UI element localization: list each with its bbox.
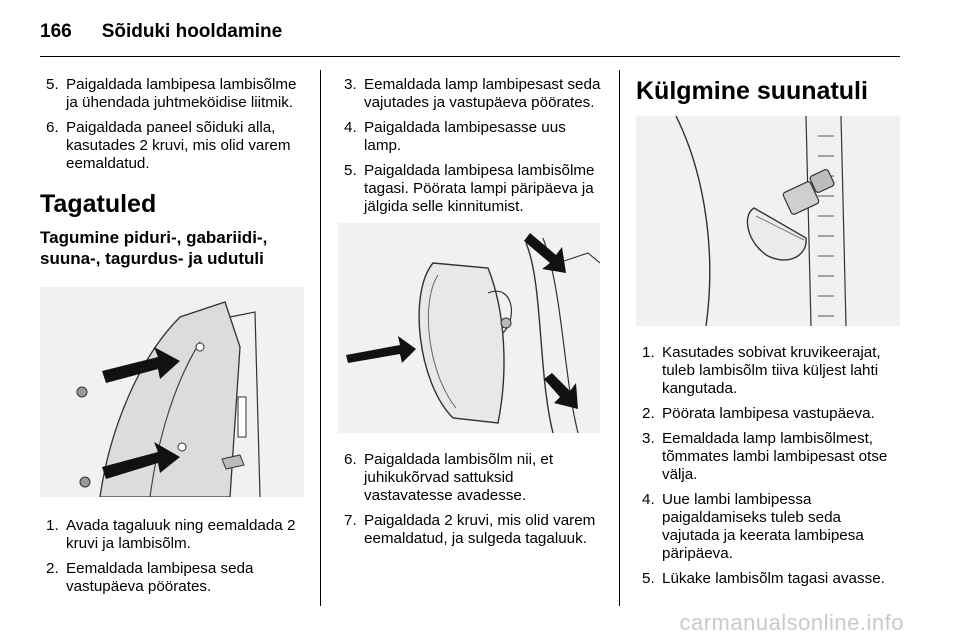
page-header [40, 18, 282, 46]
subsection-title: Tagumine piduri-, gabariidi-, suuna-, tagurdus- ja udutuli [40, 228, 268, 268]
list-item: 3. Eemaldada lamp lambipesast seda vajutades ja vastupäeva pöörates. [344, 76, 601, 111]
list-item: 4. Paigaldada lambipesasse uus lamp. [344, 119, 566, 154]
watermark: carmanualsonline.info [679, 610, 904, 635]
column-divider-1 [320, 70, 321, 606]
list-item: 1. Avada tagaluuk ning eemaldada 2 kruvi ja lambisõlm. [46, 517, 296, 552]
header-rule [40, 56, 900, 57]
side-indicator-illustration [636, 116, 900, 326]
steps-list-col2-bottom [338, 451, 604, 548]
list-item: 7. Paigaldada 2 kruvi, mis olid varem eemaldatud, ja sulgeda tagaluuk. [344, 512, 596, 547]
list-item: 5. Paigaldada lambipesa lambisõlme tagasi. Pöörata lampi päripäeva ja jälgida selle kinnitumist. [344, 162, 595, 215]
list-item: 2. Eemaldada lambipesa seda vastupäeva pöörates. [46, 560, 254, 595]
section-title: Tagatuled [40, 190, 157, 218]
rear-lamp-removal-illustration [40, 287, 304, 497]
column-2 [338, 76, 604, 555]
chapter-title: Sõiduki hooldamine [101, 21, 283, 42]
steps-list-col1-bottom [40, 517, 302, 596]
column-3 [636, 76, 902, 595]
list-item: 1. Kasutades sobivat kruvikeerajat, tuleb lambisõlm tiiva küljest lahti kangutada. [642, 344, 881, 397]
list-item: 4. Uue lambi lambipessa paigaldamiseks tuleb seda vajutada ja keerata lambipesa päripäeva. [642, 491, 864, 562]
page-number: 166 [40, 21, 72, 42]
list-item: 3. Eemaldada lamp lambisõlmest, tõmmates lambi lambipesast otse välja. [642, 430, 888, 483]
section-title: Külgmine suunatuli [636, 77, 868, 105]
list-item: 5. Paigaldada lambipesa lambisõlme ja ühendada juhtmeköidise liitmik. [46, 76, 297, 111]
list-item: 5. Lükake lambisõlm tagasi avasse. [642, 570, 885, 587]
lamp-assembly-illustration [338, 223, 600, 433]
list-item: 6. Paigaldada lambisõlm nii, et juhikukõrvad sattuksid vastavatesse avadesse. [344, 451, 554, 504]
steps-list-col1-top [40, 76, 302, 173]
steps-list-col2-top [338, 76, 604, 216]
column-divider-2 [619, 70, 620, 606]
steps-list-col3 [636, 344, 902, 588]
column-1 [40, 76, 302, 603]
list-item: 6. Paigaldada paneel sõiduki alla, kasutades 2 kruvi, mis olid varem eemaldatud. [46, 119, 291, 172]
list-item: 2. Pöörata lambipesa vastupäeva. [642, 405, 875, 422]
